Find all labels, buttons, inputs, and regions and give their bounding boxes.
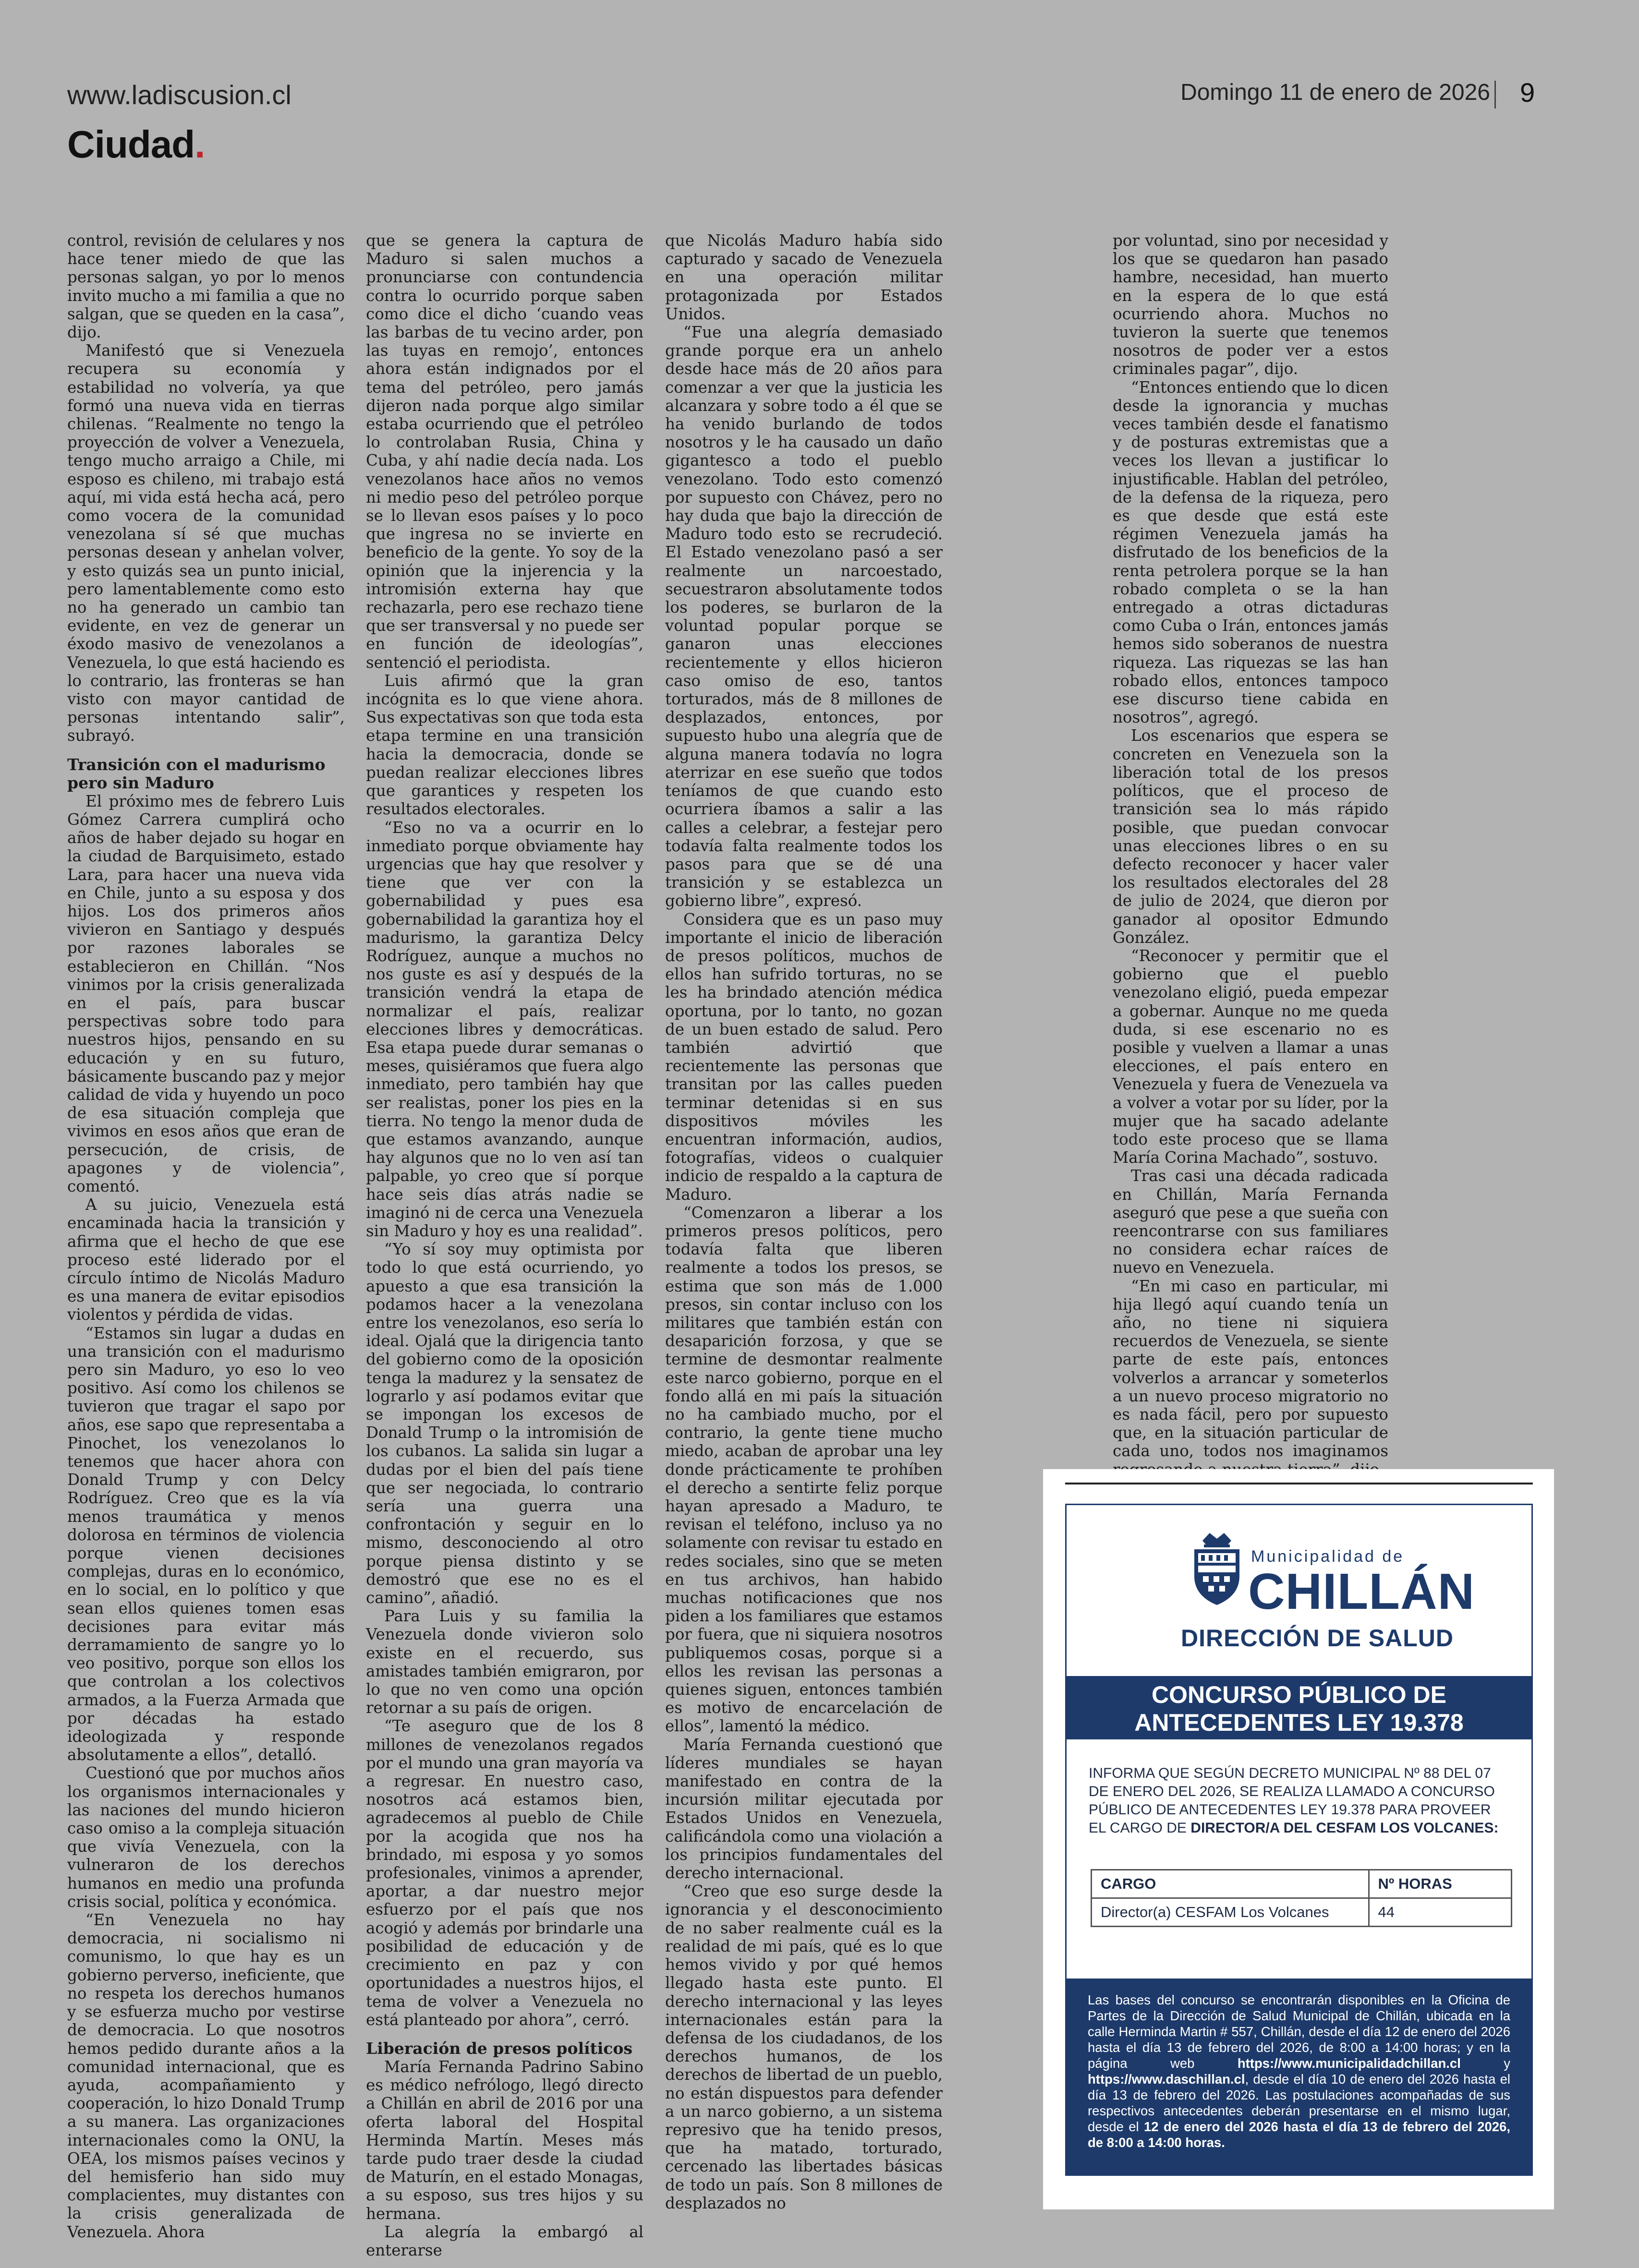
paragraph: María Fernanda Padrino Sabino es médico nefrólogo, llegó directo a Chillán en abril de 2016 por una oferta laboral del Hospital Herminda Martín. Meses más tarde pudo traer desde la ciudad de Maturín, en el estado Monagas, a su esposo, sus tres hijos y su hermana.: [366, 2057, 643, 2223]
header-divider: [1494, 81, 1496, 109]
paragraph: “Eso no va a ocurrir en lo inmediato porque obviamente hay urgencias que hay que resolver y tiene que ver con la gobernabilidad y pues esa gobernabilidad la garantiza hoy el madurismo, la garantiza Delcy Rodríguez, aunque a muchos no nos guste es así y después de la transición vendrá la etapa de normalizar el país, realizar elecciones libres y democráticas. Esa etapa puede durar semanas o meses, quisiéramos que fuera algo inmediato, pero también hay que ser realistas, poner los pies en la tierra. No tengo la menor duda de que estamos avanzando, aunque hay algunos que no lo ven así tan palpable, yo creo que sí porque hace seis días atrás nadie se imaginó ni de cerca una Venezuela sin Maduro y hoy es una realidad”.: [366, 818, 643, 1240]
table-header-row: [1092, 1870, 1512, 1898]
paragraph: “Creo que eso surge desde la ignorancia y el desconocimiento de no saber realmente cuál es la realidad de mi país, qué es lo que hemos vivido y por qué hemos llegado hasta este punto. El derecho internacional y las leyes internacionales están para la defensa de los ciudadanos, de los derechos humanos, de los derechos de libertad de un pueblo, no están dispuestos para defender a un narco gobierno, a un sistema represivo que ha tenido presos, que ha matado, torturado, cercenado las libertades básicas de todo un país. Son 8 millones de desplazados no: [665, 1882, 943, 2212]
paragraph: “Fue una alegría demasiado grande porque era un anhelo desde hace más de 20 años para comenzar a ver que la justicia les alcanzara y sobre todo a él que se ha venido burlando de todos nosotros y le ha causado un daño gigantesco a todo el pueblo venezolano. Todo esto comenzó por supuesto con Chávez, pero no hay duda que bajo la dirección de Maduro todo esto se recrudeció. El Estado venezolano pasó a ser realmente un narcoestado, secuestraron absolutamente todos los poderes, se burlaron de la voluntad popular porque se ganaron unas elecciones recientemente y ellos hicieron caso omiso de eso, tantos torturados, más de 8 millones de desplazados, entonces, por supuesto hubo una alegría que de alguna manera todavía no logra aterrizar en ese sueño que todos teníamos de que cuando esto ocurriera íbamos a salir a las calles a celebrar, a festejar pero todavía falta realmente todos los pasos para que se dé una transición y se establezca un gobierno libre”, expresó.: [665, 323, 943, 910]
article-column-1: [67, 231, 345, 2241]
ad-position-name: DIRECTOR/A DEL CESFAM LOS VOLCANES:: [1190, 1820, 1499, 1836]
issue-date: Domingo 11 de enero de 2026: [1180, 80, 1490, 105]
paragraph: “Reconocer y permitir que el gobierno que el pueblo venezolano eligió, pueda empezar a gobernar. Aunque no me queda duda, si ese escenario no es posible y vuelven a llamar a unas elecciones, el país entero en Venezuela y fuera de Venezuela va a volver a votar por su líder, por la mujer que ha sacado adelante todo este proceso que se llama María Corina Machado”, sostuvo.: [1113, 946, 1388, 1167]
ad-title-line-2: ANTECEDENTES LEY 19.378: [1134, 1709, 1464, 1736]
ad-municipality-label: Municipalidad de: [1251, 1547, 1405, 1566]
paragraph: Luis afirmó que la gran incógnita es lo que viene ahora. Sus expectativas son que toda esta etapa termine en una transición hacia la democracia, donde se puedan realizar elecciones libres que garantices y respeten los resultados electorales.: [366, 671, 643, 819]
ad-url-2[interactable]: https://www.daschillan.cl: [1088, 2072, 1245, 2087]
paragraph: María Fernanda cuestionó que líderes mundiales se hayan manifestado en contra de la incursión militar ejecutada por Estados Unidos en Venezuela, calificándola como una violación a los principios fundamentales del derecho internacional.: [665, 1735, 943, 1882]
paragraph: “Estamos sin lugar a dudas en una transición con el madurismo pero sin Maduro, yo eso lo veo positivo. Así como los chilenos se tuvieron que tragar el sapo por años, ese sapo que representaba a Pinochet, los venezolanos lo tenemos que hacer ahora con Donald Trump y con Delcy Rodríguez. Creo que es la vía menos traumática y menos dolorosa en términos de violencia porque vienen decisiones complejas, duras en lo económico, en lo social, en lo político y que sean ellos quienes tomen esas decisiones para evitar más derramamiento de sangre yo lo veo positivo, porque son ellos los que controlan a los colectivos armados, a la Fuerza Armada que por décadas ha estado ideologizada y responde absolutamente a ellos”, detalló.: [67, 1324, 345, 1764]
table-row: [1092, 1898, 1512, 1927]
paragraph: “En Venezuela no hay democracia, ni socialismo ni comunismo, lo que hay es un gobierno perverso, ineficiente, que no respeta los derechos humanos y se esfuerza mucho por vestirse de democracia. Lo que nosotros hemos pedido durante años a la comunidad internacional, que es ayuda, acompañamiento y cooperación, lo hizo Donald Trump a su manera. Las organizaciones internacionales como la ONU, la OEA, los mismos países vecinos y del hemisferio han sido muy complacientes, muy distantes con la crisis generalizada de Venezuela. Ahora: [67, 1911, 345, 2241]
ad-info-text: INFORMA QUE SEGÚN DECRETO MUNICIPAL Nº 88 DEL 07 DE ENERO DEL 2026, SE REALIZA LLAMADO A CONCURSO PÚBLICO DE ANTECEDENTES LEY 19.378 PARA PROVEER EL CARGO DE DIRECTOR/A DEL CESFAM LOS VOLCANES:: [1089, 1765, 1499, 1836]
ad-title-line-1: CONCURSO PÚBLICO DE: [1152, 1681, 1446, 1708]
paragraph: La alegría la embargó al enterarse: [366, 2222, 643, 2259]
table-cell: 44: [1369, 1898, 1512, 1927]
paragraph: “Comenzaron a liberar a los primeros presos políticos, pero todavía falta que liberen realmente a todos los presos, se estima que son más de 1.000 presos, sin contar incluso con los militares que también están con desaparición forzosa, y que se termine de desmontar realmente este narco gobierno, porque en el fondo allá en mi país la situación no ha cambiado mucho, por el contrario, la gente tiene mucho miedo, acaban de aprobar una ley donde prácticamente te prohíben el derecho a sentirte feliz porque hayan apresado a Maduro, te revisan el teléfono, incluso ya no solamente con revisar tu estado en redes sociales, sino que se meten en tus archivos, han habido muchas notificaciones que nos piden a los familiares que estamos por fuera, que ni siquiera nosotros publiquemos cosas, porque si a ellos les revisan las personas a quienes siguen, entonces también es motivo de encarcelación de ellos”, lamentó la médico.: [665, 1203, 943, 1736]
subheading: Liberación de presos políticos: [366, 2039, 632, 2058]
paragraph: Considera que es un paso muy importante el inicio de liberación de presos políticos, muchos de ellos han sufrido torturas, no se les ha brindado atención médica oportuna, por lo tanto, no gozan de un buen estado de salud. Pero también advirtió que recientemente las personas que transitan por las calles pueden terminar detenidas si en sus dispositivos móviles les encuentran información, audios, fotografías, videos o cualquier indicio de respaldo a la captura de Maduro.: [665, 910, 943, 1204]
paragraph: Manifestó que si Venezuela recupera su economía y estabilidad no volvería, ya que formó una nueva vida en tierras chilenas. “Realmente no tengo la proyección de volver a Venezuela, tengo mucho arraigo a Chile, mi esposo es chileno, mi trabajo está aquí, mi vida está hecha acá, pero como vocera de la comunidad venezolana sí sé que muchas personas desean y anhelan volver, y esto quizás sea un punto inicial, pero lamentablemente como esto no ha generado un cambio tan evidente, en vez de generar un éxodo masivo de venezolanos a Venezuela, lo que está haciendo es lo contrario, las fronteras se han visto con mayor cantidad de personas intentando salir”, subrayó.: [67, 341, 345, 745]
paragraph: “Te aseguro que de los 8 millones de venezolanos regados por el mundo una gran mayoría va a regresar. En nuestro caso, nosotros acá estamos bien, agradecemos al pueblo de Chile por la acogida que nos ha brindado, mi esposa y yo somos profesionales, vinimos a aprender, aportar, a dar nuestro mejor esfuerzo por el país que nos acogió y además por brindarle una posibilidad de educación y de crecimiento en paz y con oportunidades a nuestros hijos, el tema de volver a Venezuela no está planteado por ahora”, cerró.: [366, 1717, 643, 2029]
site-url: www.ladiscusion.cl: [67, 80, 291, 110]
ad-frame: [1065, 1504, 1533, 2176]
article-column-2: [366, 231, 643, 2259]
ad-top-rule: [1065, 1483, 1533, 1484]
paragraph: “Yo sí soy muy optimista por todo lo que está ocurriendo, yo apuesto a que esa transición la podamos hacer a la venezolana entre los venezolanos, eso sería lo ideal. Ojalá que la dirigencia tanto del gobierno como de la oposición tenga la madurez y la sensatez de lograrlo y así podamos evitar que se impongan los excesos de Donald Trump o la intromisión de los cubanos. La salida sin lugar a dudas por el bien del país tiene que ser negociada, lo contrario sería una guerra una confrontación y seguir en lo mismo, desconociendo al otro porque piensa distinto y se demostró que ese no es el camino”, añadió.: [366, 1240, 643, 1607]
ad-position-table: [1091, 1869, 1512, 1927]
subheading: Transición con el madurismo pero sin Maduro: [67, 755, 326, 792]
ad-city-name: CHILLÁN: [1248, 1563, 1475, 1620]
paragraph: que se genera la captura de Maduro si salen muchos a pronunciarse con contundencia contra lo ocurrido porque saben como dice el dicho ‘cuando veas las barbas de tu vecino arder, pon las tuyas en remojo’, entonces ahora están indignados por el tema del petróleo, pero jamás dijeron nada porque algo similar estaba ocurriendo que el petróleo lo controlaban Rusia, China y Cuba, y ahí nadie decía nada. Los venezolanos hace años no vemos ni medio peso del petróleo porque se lo llevan esos países y lo poco que ingresa no se invierte en beneficio de la gente. Yo soy de la opinión que la injerencia y la intromisión externa hay que rechazarla, pero ese rechazo tiene que ser transversal y no puede ser en función de ideologías”, sentenció el periodista.: [366, 231, 643, 672]
paragraph: Tras casi una década radicada en Chillán, María Fernanda aseguró que pese a que sueña con reencontrarse con sus familiares no considera echar raíces de nuevo en Venezuela.: [1113, 1167, 1388, 1277]
paragraph: Los escenarios que espera se concreten en Venezuela son la liberación total de los presos políticos, que el proceso de transición sea lo más rápido posible, que puedan convocar unas elecciones libres o en su defecto reconocer y hacer valer los resultados electorales del 28 de julio de 2024, que dieron por ganador al opositor Edmundo González.: [1113, 726, 1388, 947]
ad-footer: Las bases del concurso se encontrarán disponibles en la Oficina de Partes de la Dirección de Salud Municipal de Chillán, ubicada en la calle Herminda Martin # 557, Chillán, desde el día 12 de enero del 2026 hasta el día 13 de febrero del 2026, de 8:00 a 14:00 horas; y en la página web https://www.municipalidadchillan.cl y https://www.daschillan.cl, desde el día 10 de enero del 2026 hasta el día 13 de febrero del 2026. Las postulaciones acompañadas de sus respectivos antecedentes deberán presentarse en el mismo lugar, desde el 12 de enero del 2026 hasta el día 13 de febrero del 2026, de 8:00 a 14:00 horas.: [1067, 1978, 1531, 2174]
paragraph: que Nicolás Maduro había sido capturado y sacado de Venezuela en una operación militar protagonizada por Estados Unidos.: [665, 231, 943, 323]
ad-deadline: 12 de enero del 2026 hasta el día 13 de febrero del 2026, de 8:00 a 14:00 horas.: [1088, 2119, 1510, 2150]
table-header: Nº HORAS: [1369, 1870, 1512, 1898]
paragraph: “En mi caso en particular, mi hija llegó aquí cuando tenía un año, no tiene ni siquiera recuerdos de Venezuela, se siente parte de este país, entonces volverlos a arrancar y someterlos a un nuevo proceso migratorio no es nada fácil, pero por supuesto que, en la situación particular de cada uno, todos nos imaginamos: [1113, 1277, 1388, 1460]
section-title: Ciudad.: [67, 123, 205, 166]
paragraph: “Entonces entiendo que lo dicen desde la ignorancia y muchas veces también desde el fanatismo y de posturas extremistas que a veces los llevan a justificar lo injustificable. Hablan del petróleo, de la defensa de la riqueza, pero es que desde que está este régimen Venezuela jamás ha disfrutado de los beneficios de la renta petrolera porque se la han robado completa o se la han entregado a otras dictaduras como Cuba o Irán, entonces jamás hemos sido soberanos de nuestra riqueza. Las riquezas se las han robado ellos, entonces tampoco ese discurso tiene cabida en nosotros”, agregó.: [1113, 378, 1388, 727]
paragraph: A su juicio, Venezuela está encaminada hacia la transición y afirma que el hecho de que ese proceso esté liderado por el círculo íntimo de Nicolás Maduro es una manera de evitar episodios violentos y pérdida de vidas.: [67, 1195, 345, 1324]
paragraph: Cuestionó que por muchos años los organismos internacionales y las naciones del mundo hicieron caso omiso a la compleja situación que vivía Venezuela, con la vulneraron de los derechos humanos en medio una profunda crisis social, política y económica.: [67, 1764, 345, 1911]
section-dot: .: [194, 123, 205, 166]
paragraph: control, revisión de celulares y nos hace tener miedo de que las personas salgan, yo por lo menos invito mucho a mi familia a que no salgan, que se queden en la casa”, dijo.: [67, 231, 345, 342]
paragraph: Para Luis y su familia la Venezuela donde vivieron solo existe en el recuerdo, sus amistades también emigraron, por lo que no ven como una opción retornar a su país de origen.: [366, 1607, 643, 1717]
advertisement: [1043, 1469, 1554, 2209]
paragraph: por voluntad, sino por necesidad y los que se quedaron han pasado hambre, necesidad, han muerto en la espera de lo que está ocurriendo ahora. Muchos no tuvieron la suerte que tenemos nosotros de poder ver a estos criminales pagar”, dijo.: [1113, 231, 1388, 378]
ad-department-name: DIRECCIÓN DE SALUD: [1181, 1625, 1454, 1652]
article-column-4: [1113, 231, 1388, 1465]
table-cell: Director(a) CESFAM Los Volcanes: [1092, 1898, 1369, 1927]
page-number: 9: [1520, 77, 1535, 108]
municipal-crest-icon: [1190, 1530, 1243, 1607]
paragraph: El próximo mes de febrero Luis Gómez Carrera cumplirá ocho años de haber dejado su hogar en la ciudad de Barquisimeto, estado Lara, para hacer una nueva vida en Chile, junto a su esposa y dos hijos. Los dos primeros años vivieron en Santiago y después por razones laborales se establecieron en Chillán. “Nos vinimos por la crisis generalizada en el país, para buscar perspectivas sobre todo para nuestros hijos, pensando en su educación y en su futuro, básicamente buscando paz y mejor calidad de vida y huyendo un poco de esa situación compleja que vivimos en esos años que eran de persecución, de crisis, de apagones y de violencia”, comentó.: [67, 792, 345, 1195]
article-column-3: [665, 231, 943, 2212]
table-header: CARGO: [1092, 1870, 1369, 1898]
ad-title-band: [1067, 1676, 1531, 1739]
ad-url-1[interactable]: https://www.municipalidadchillan.cl: [1237, 2056, 1461, 2071]
